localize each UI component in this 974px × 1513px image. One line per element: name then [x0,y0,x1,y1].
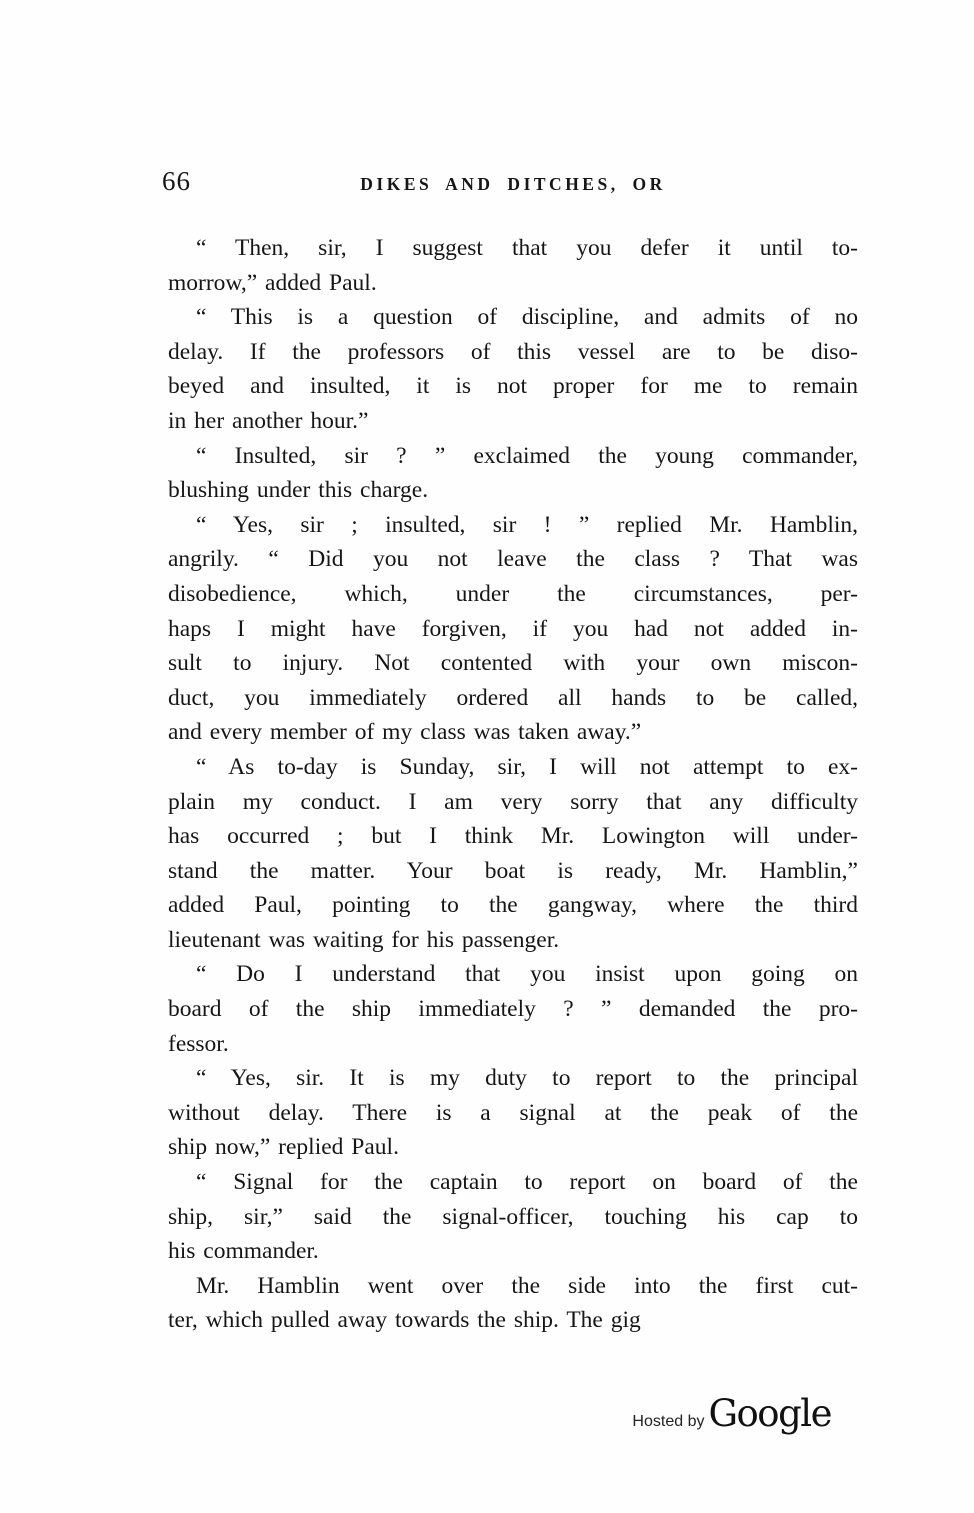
paragraph [168,1061,858,1165]
text-line: plain my conduct. I am very sorry that any difficulty [168,788,858,815]
page-header [162,166,858,206]
text-line: delay. If the professors of this vessel are to be diso- [168,338,858,365]
text-line: duct, you immediately ordered all hands to be called, [168,684,858,711]
page-text [168,231,858,1338]
text-line: has occurred ; but I think Mr. Lowington will under- [168,823,858,850]
paragraph [168,1165,858,1269]
text-line: his commander. [168,1238,319,1265]
google-logo: Google [708,1392,831,1435]
hosted-by-label: Hosted by [632,1413,705,1430]
text-line: “ Signal for the captain to report on board of the [196,1169,858,1196]
text-line: “ This is a question of discipline, and admits of no [196,304,858,331]
running-title: DIKES AND DITCHES, OR [360,174,666,194]
text-line: added Paul, pointing to the gangway, where the third [168,892,858,919]
text-line: morrow,” added Paul. [168,269,377,296]
paragraph [168,300,858,438]
text-line: angrily. “ Did you not leave the class ? That was [168,546,858,573]
text-line: ship now,” replied Paul. [168,1134,399,1161]
page-number: 66 [162,166,191,196]
text-line: Mr. Hamblin went over the side into the first cut- [196,1272,858,1299]
text-line: ter, which pulled away towards the ship. The gig [168,1307,641,1334]
text-line: and every member of my class was taken away.” [168,719,642,746]
text-line: in her another hour.” [168,407,369,434]
paragraph [168,439,858,508]
text-line: ship, sir,” said the signal-officer, touching his cap to [168,1203,858,1230]
text-line: lieutenant was waiting for his passenger. [168,926,560,953]
text-line: stand the matter. Your boat is ready, Mr. Hamblin,” [168,857,858,884]
paragraph [168,1269,858,1338]
paragraph [168,231,858,300]
text-line: “ Insulted, sir ? ” exclaimed the young commander, [196,442,858,469]
text-line: “ Yes, sir. It is my duty to report to the principal [196,1065,858,1092]
paragraph [168,508,858,750]
text-line: fessor. [168,1030,229,1057]
text-line: “ As to-day is Sunday, sir, I will not attempt to ex- [196,753,858,780]
paragraph [168,957,858,1061]
text-line: “ Do I understand that you insist upon going on [196,961,858,988]
text-line: beyed and insulted, it is not proper for me to remain [168,373,858,400]
text-line: without delay. There is a signal at the peak of the [168,1099,858,1126]
text-line: “ Then, sir, I suggest that you defer it until to- [196,235,858,261]
paragraph [168,750,858,958]
text-line: disobedience, which, under the circumstances, per- [168,580,858,607]
text-line: sult to injury. Not contented with your own miscon- [168,650,858,677]
text-line: haps I might have forgiven, if you had not added in- [168,615,858,642]
text-line: “ Yes, sir ; insulted, sir ! ” replied Mr. Hamblin, [196,511,858,538]
footer-watermark [632,1392,831,1435]
text-line: blushing under this charge. [168,477,429,504]
text-line: board of the ship immediately ? ” demanded the pro- [168,996,858,1023]
